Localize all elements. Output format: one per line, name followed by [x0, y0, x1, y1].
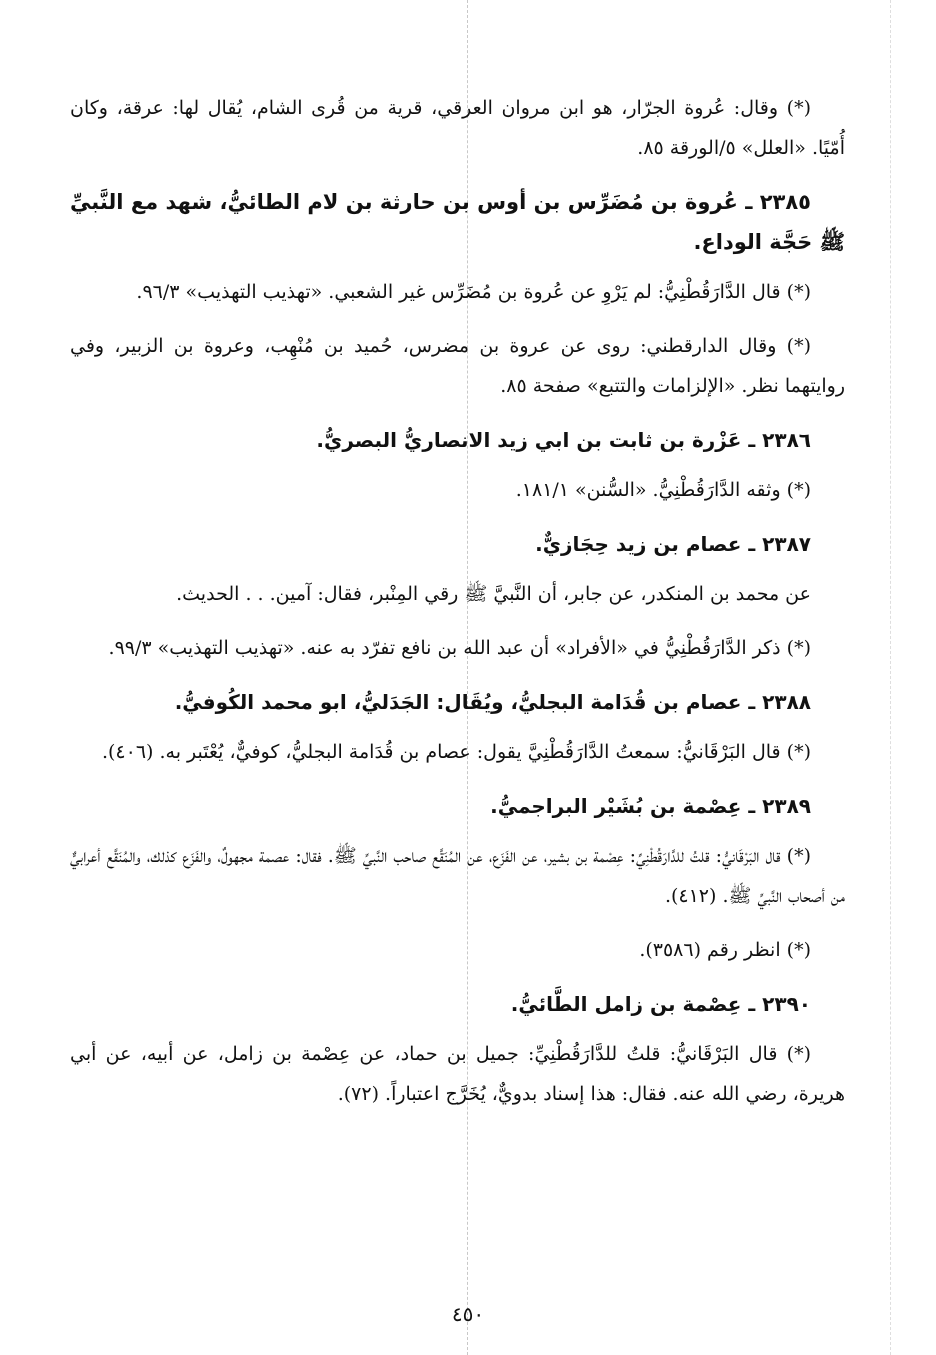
note-paragraph: (*) ذكر الدَّارَقُطْنِيُّ في «الأفراد» أن عبد الله بن نافع تفرّد به عنه. «تهذيب التهذيب» ٩٩/٣. — [108, 637, 811, 659]
entry-heading: ٢٣٨٨ ـ عصام بن قُدَامة البجليُّ، ويُقَال: الجَدَليُّ، ابو محمد الكُوفيُّ. — [174, 690, 811, 714]
note-paragraph: (*) قال البَرْقَانيُّ: قلتُ للدَّارَقُطْنِيِّ: عِصْمة بن بشير، عن الفَزَع، عن المُنَقَّع صاحب النَّبيِّ ﷺ. فقال: عصمة مجهولٌ، والفَزَع كذلك، والمُنَقَّع أعرابيٌّ من أصحاب النَّبيِّ ﷺ. (٤١٢). — [70, 845, 845, 907]
entry-heading: ٢٣٨٦ ـ عَزْرة بن ثابت بن ابي زيد الانصاريُّ البصريُّ. — [316, 428, 811, 452]
note-paragraph: (*) قال البَرْقَانيُّ: سمعتُ الدَّارَقُطْنِيَّ يقول: عصام بن قُدَامة البجليُّ، كوفيٌّ، يُعْتَبر به. (٤٠٦). — [101, 741, 811, 763]
entry-heading: ٢٣٩٠ ـ عِصْمة بن زامل الطَّائيُّ. — [510, 992, 811, 1016]
note-paragraph: (*) وقال: عُروة الجرّار، هو ابن مروان العرقي، قرية من قُرى الشام، يُقال لها: عرقة، وكان أُمّيًا. «العلل» ٥/الورقة ٨٥. — [70, 97, 845, 159]
note-paragraph: (*) انظر رقم (٣٥٨٦). — [639, 939, 811, 961]
entry-heading: ٢٣٨٥ ـ عُروة بن مُضَرِّس بن أوس بن حارثة بن لام الطائيُّ، شهد مع النَّبيِّ ﷺ حَجَّة الوداع. — [70, 190, 845, 254]
hadith-paragraph: عن محمد بن المنكدر، عن جابر، أن النَّبيَّ ﷺ رقي المِنْبر، فقال: آمين. . . الحديث. — [176, 583, 811, 605]
note-paragraph: (*) قال الدَّارَقُطْنِيُّ: لم يَرْوِ عن عُروة بن مُضَرِّس غير الشعبي. «تهذيب التهذيب» ٩٦/٣. — [136, 281, 811, 303]
note-paragraph: (*) قال البَرْقَانيُّ: قلتُ للدَّارَقُطْنِيِّ: جميل بن حماد، عن عِصْمة بن زامل، عن أبيه، عن أبي هريرة، رضي الله عنه. فقال: هذا إسناد بدويٌّ، يُخَرَّج اعتباراً. (٧٢). — [70, 1043, 845, 1105]
scan-edge-line — [890, 0, 891, 1355]
entry-heading: ٢٣٨٩ ـ عِصْمة بن بُشَيْر البراجميُّ. — [490, 794, 811, 818]
note-paragraph: (*) وقال الدارقطني: روى عن عروة بن مضرس، حُميد بن مُنْهِب، وعروة بن الزبير، وفي روايتهما نظر. «الإلزامات والتتبع» صفحة ٨٥. — [70, 335, 845, 397]
entry-heading: ٢٣٨٧ ـ عصام بن زيد حِجَازيٌّ. — [535, 532, 811, 556]
page-number: ٤٥٠ — [451, 1302, 485, 1326]
note-paragraph: (*) وثقه الدَّارَقُطْنِيُّ. «السُّنن» ١٨١/١. — [515, 479, 811, 501]
text-column — [70, 88, 845, 1128]
